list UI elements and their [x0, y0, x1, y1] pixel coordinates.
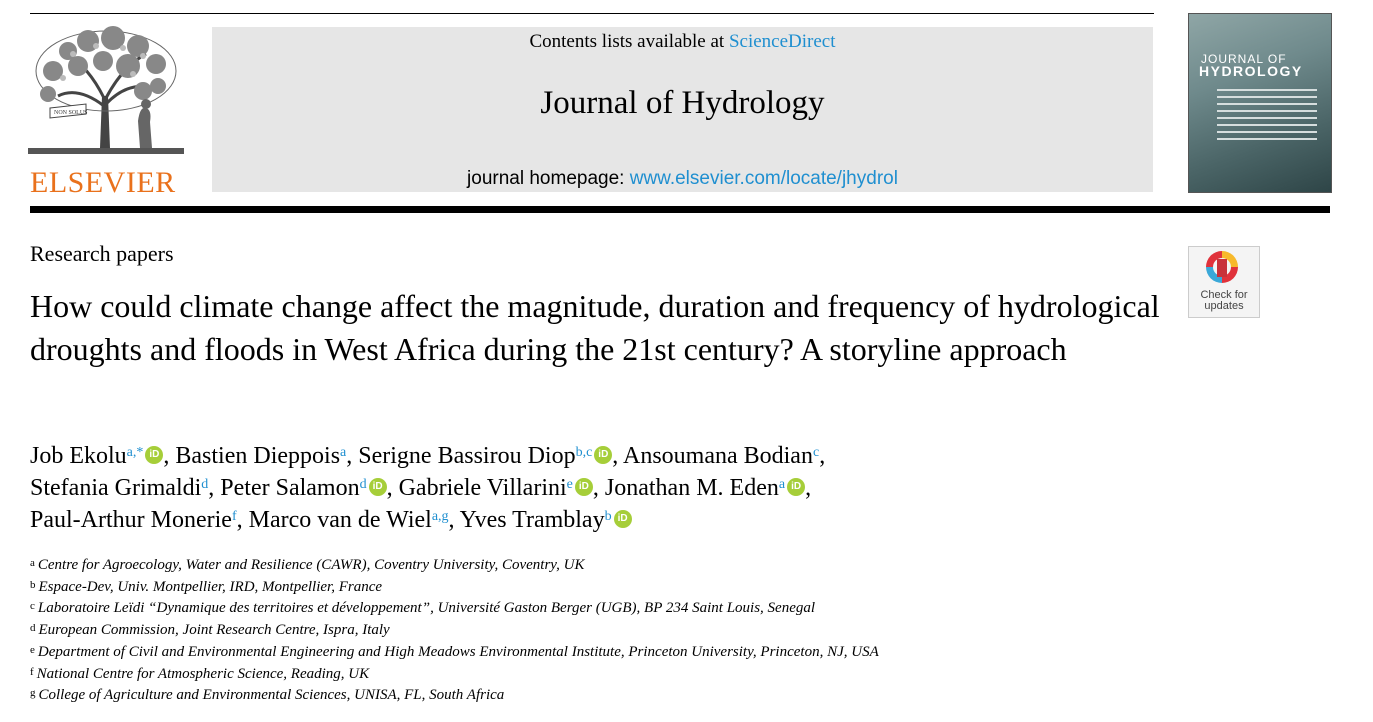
orcid-icon[interactable]: iD [145, 446, 163, 464]
orcid-icon[interactable]: iD [594, 446, 612, 464]
author[interactable]: Gabriele Villarini$^e$ iD [399, 475, 593, 501]
section-label: Research papers [30, 241, 174, 266]
author-list: Job Ekolu$^{a,*}$ iD , Bastien Dieppois$^a$, Serigne Bassirou Diop$^{b,c}$ iD , Ansoumana Bodian$^c$, Stefania Grimaldi$^d$, Peter Salamon$^d$ iD , Gabriele Villarini$^e$ iD , Jonathan M. Eden$^a$ iD , Paul-Arthur Monerie$^f$, Marco van de Wiel$^{a,g}$, Yves Tramblay$^b$ iD [30, 443, 826, 533]
affiliation-list [30, 555, 879, 707]
homepage-link[interactable]: www.elsevier.com/locate/jhydrol [629, 168, 898, 189]
orcid-icon[interactable]: iD [787, 478, 805, 496]
tree-icon [28, 26, 184, 166]
orcid-icon[interactable]: iD [614, 510, 632, 528]
journal-title: Journal of Hydrology [540, 85, 825, 121]
affiliation: $^a$ Centre for Agroecology, Water and Resilience (CAWR), Coventry University, Coventry, UK [30, 557, 585, 573]
cover-editor-lines [1217, 89, 1317, 145]
journal-cover[interactable] [1188, 13, 1332, 193]
article-title: How could climate change affect the magnitude, duration and frequency of hydrological droughts and floods in West Africa during the 21st century? A storyline approach [30, 288, 1160, 367]
cover-title-line2: HYDROLOGY [1199, 63, 1303, 79]
author[interactable]: Bastien Dieppois$^a$ [175, 443, 347, 469]
sciencedirect-link[interactable]: ScienceDirect [728, 31, 836, 52]
affiliation: $^d$ European Commission, Joint Research Centre, Ispra, Italy [30, 622, 390, 639]
orcid-icon[interactable]: iD [369, 478, 387, 496]
author[interactable]: Jonathan M. Eden$^a$ iD [605, 475, 805, 501]
bookmark-icon [1217, 259, 1227, 277]
tree-motto: NON SOLUS [54, 110, 88, 116]
author[interactable]: Peter Salamon$^d$ iD [220, 475, 386, 501]
check-updates-text [1189, 290, 1259, 312]
homepage-prefix: journal homepage: [467, 168, 625, 189]
homepage-line [212, 168, 1153, 190]
contents-line [212, 31, 1153, 53]
affiliation: $^c$ Laboratoire Leïdi “Dynamique des territoires et développement”, Université Gaston Berger (UGB), BP 234 Saint Louis, Senegal [30, 600, 816, 617]
orcid-icon[interactable]: iD [575, 478, 593, 496]
check-for-updates-button[interactable] [1188, 246, 1260, 318]
affiliation: $^e$ Department of Civil and Environmental Engineering and High Meadows Environmental Institute, Princeton University, Princeton, NJ, USA [30, 643, 879, 660]
affiliation: $^b$ Espace-Dev, Univ. Montpellier, IRD, Montpellier, France [30, 578, 383, 595]
author[interactable]: Paul-Arthur Monerie$^f$ [30, 507, 237, 533]
author[interactable]: Yves Tramblay$^b$ iD [460, 507, 632, 533]
affiliation: $^g$ College of Agriculture and Environmental Sciences, UNISA, FL, South Africa [30, 687, 505, 704]
author[interactable]: Serigne Bassirou Diop$^{b,c}$ iD [358, 443, 612, 469]
cover-title-line1: JOURNAL OF [1201, 52, 1287, 66]
author[interactable]: Ansoumana Bodian$^c$ [622, 443, 820, 469]
top-rule [30, 13, 1154, 14]
affiliation: $^f$ National Centre for Atmospheric Science, Reading, UK [30, 665, 370, 682]
header-divider [30, 206, 1330, 213]
journal-header [212, 27, 1153, 192]
author[interactable]: Marco van de Wiel$^{a,g}$ [248, 507, 449, 533]
author[interactable]: Job Ekolu$^{a,*}$ iD [30, 443, 163, 469]
check-updates-line1: Check for [1200, 289, 1248, 301]
author[interactable]: Stefania Grimaldi$^d$ [30, 475, 209, 501]
check-updates-line2: updates [1204, 300, 1244, 312]
publisher-name: ELSEVIER [30, 166, 176, 199]
contents-prefix: Contents lists available at [529, 31, 725, 52]
